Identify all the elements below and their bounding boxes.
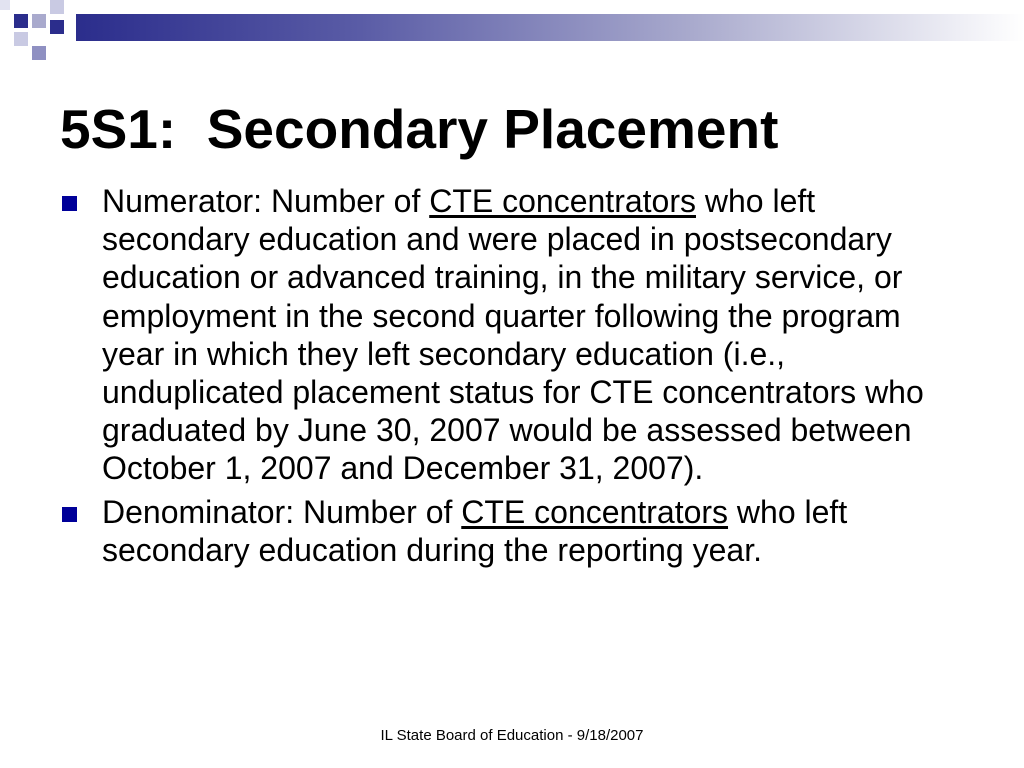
bullet-term-link: CTE concentrators — [461, 493, 729, 530]
header-gradient-bar — [76, 14, 1024, 41]
slide-title: 5S1: Secondary Placement — [60, 98, 779, 160]
bullet-item-denominator — [62, 493, 962, 569]
decor-square — [14, 14, 28, 28]
bullet-text-suffix: who left secondary education and were placed in postsecondary education or advanced training, in the military service, or employment in the second quarter following the program year in which they left secondary education (i.e., unduplicated placement status for CTE concentrators who graduated by June 30, 2007 would be assessed between October 1, 2007 and December 31, 2007). — [102, 183, 924, 487]
decor-square — [50, 0, 64, 14]
decor-square — [32, 46, 46, 60]
bullet-list — [62, 182, 962, 574]
bullet-text-prefix: Denominator: Number of — [102, 493, 462, 530]
bullet-item-numerator — [62, 182, 962, 488]
bullet-text-suffix: who left secondary education during the reporting year. — [102, 493, 848, 568]
square-bullet-icon — [62, 507, 77, 522]
bullet-text-prefix: Numerator: Number of — [102, 183, 430, 219]
decor-square — [14, 32, 28, 46]
square-bullet-icon — [62, 196, 77, 211]
footer-text: IL State Board of Education - 9/18/2007 — [380, 727, 644, 744]
decor-square — [0, 0, 10, 10]
bullet-term-link: CTE concentrators — [429, 183, 696, 219]
slide-footer — [0, 726, 1024, 746]
decor-square — [32, 14, 46, 28]
decor-square — [50, 20, 64, 34]
